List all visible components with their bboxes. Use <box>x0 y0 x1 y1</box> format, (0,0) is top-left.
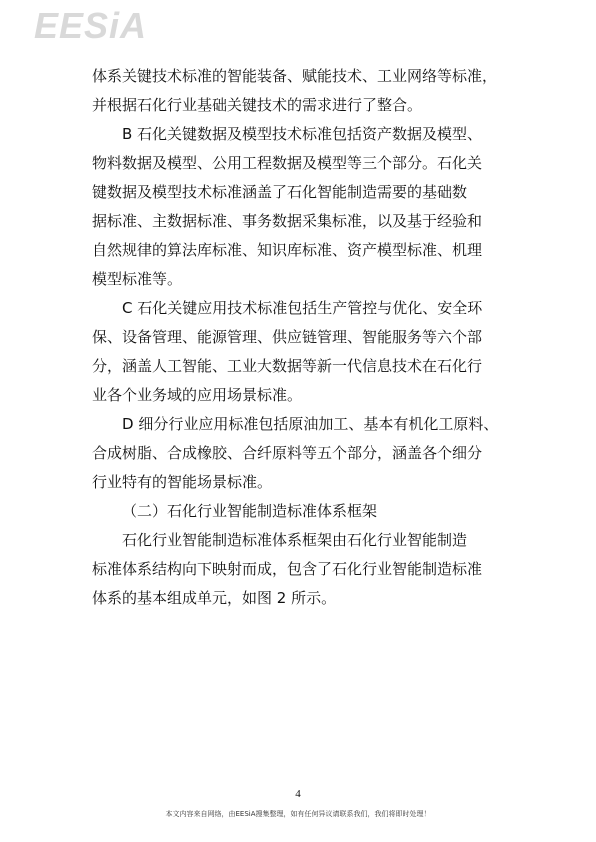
document-body <box>92 62 512 613</box>
footer-disclaimer: 本文内容来自网络，由EESiA搜集整理，如有任何异议请联系我们，我们将即时处理！ <box>165 810 431 818</box>
body-text-line: （二）石化行业智能制造标准体系框架 <box>122 502 378 520</box>
body-text-line: B 石化关键数据及模型技术标准包括资产数据及模型、 <box>122 125 483 143</box>
body-text-line: 合成树脂、合成橡胶、合纤原料等五个部分，涵盖各个细分 <box>92 444 483 462</box>
body-text-line: 体系关键技术标准的智能装备、赋能技术、工业网络等标准， <box>92 67 498 85</box>
body-text-line: 标准体系结构向下映射而成，包含了石化行业智能制造标准 <box>92 560 483 578</box>
eesia-watermark-logo: EESiA <box>34 5 148 46</box>
body-text-line: 物料数据及模型、公用工程数据及模型等三个部分。石化关 <box>92 154 483 172</box>
body-text-line: 据标准、主数据标准、事务数据采集标准，以及基于经验和 <box>92 212 483 230</box>
body-text-line: 保、设备管理、能源管理、供应链管理、智能服务等六个部 <box>92 328 483 346</box>
body-text-line: 键数据及模型技术标准涵盖了石化智能制造需要的基础数 <box>92 183 468 201</box>
body-text-line: 并根据石化行业基础关键技术的需求进行了整合。 <box>92 96 423 114</box>
body-text-line: 自然规律的算法库标准、知识库标准、资产模型标准、机理 <box>92 241 483 259</box>
page-number: 4 <box>295 788 301 800</box>
body-text-line: 分，涵盖人工智能、工业大数据等新一代信息技术在石化行 <box>92 357 483 375</box>
body-text-line: C 石化关键应用技术标准包括生产管控与优化、安全环 <box>122 299 483 317</box>
body-text-line: D 细分行业应用标准包括原油加工、基本有机化工原料、 <box>122 415 499 433</box>
body-text-line: 石化行业智能制造标准体系框架由石化行业智能制造 <box>122 531 468 549</box>
body-text-line: 业各个业务域的应用场景标准。 <box>92 386 303 404</box>
body-text-line: 行业特有的智能场景标准。 <box>92 473 273 491</box>
body-text-line: 体系的基本组成单元，如图 2 所示。 <box>92 589 337 607</box>
body-text-line: 模型标准等。 <box>92 270 183 288</box>
